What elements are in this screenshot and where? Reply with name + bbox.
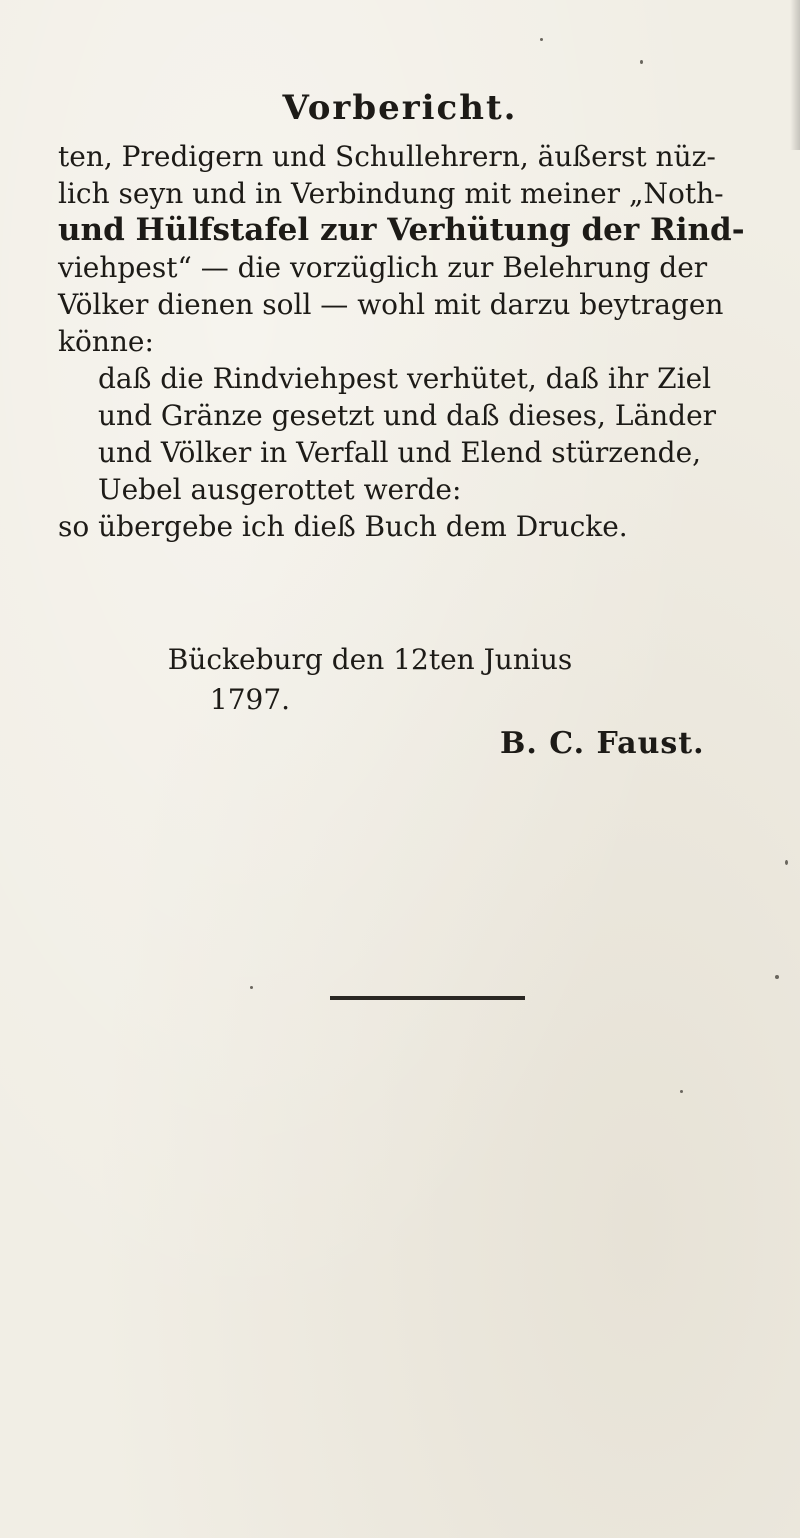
text-line: und Völker in Verfall und Elend stürzende,: [98, 436, 702, 469]
text-line: und Hülfstafel zur Verhütung der Rind-: [58, 212, 745, 248]
text-line: ten, Predigern und Schullehrern, äußerst nüz-: [58, 140, 716, 173]
year: 1797.: [209, 683, 291, 716]
text-line: lich seyn und in Verbindung mit meiner „Noth-: [58, 177, 724, 210]
body-text: [58, 138, 758, 545]
horizontal-rule: [330, 996, 525, 1000]
place-date-block: [0, 640, 800, 720]
text-line: daß die Rindviehpest verhütet, daß ihr Ziel: [98, 362, 712, 395]
paper-speck: [680, 1090, 683, 1093]
page-title: Vorbericht.: [282, 88, 518, 128]
paper-speck: [250, 986, 253, 989]
signature: B. C. Faust.: [500, 726, 705, 761]
place-date: Bückeburg den 12ten Junius: [167, 643, 573, 676]
paper-speck: [540, 38, 543, 41]
paper-speck: [775, 975, 779, 979]
text-line: Völker dienen soll — wohl mit darzu beytragen: [58, 288, 724, 321]
text-line: viehpest“ — die vorzüglich zur Belehrung der: [58, 251, 708, 284]
paper-speck: [785, 860, 788, 865]
text-line: so übergebe ich dieß Buch dem Drucke.: [58, 510, 628, 543]
text-line: könne:: [58, 325, 154, 358]
text-line: Uebel ausgerottet werde:: [98, 473, 462, 506]
paper-speck: [640, 60, 643, 64]
text-line: und Gränze gesetzt und daß dieses, Länder: [98, 399, 717, 432]
